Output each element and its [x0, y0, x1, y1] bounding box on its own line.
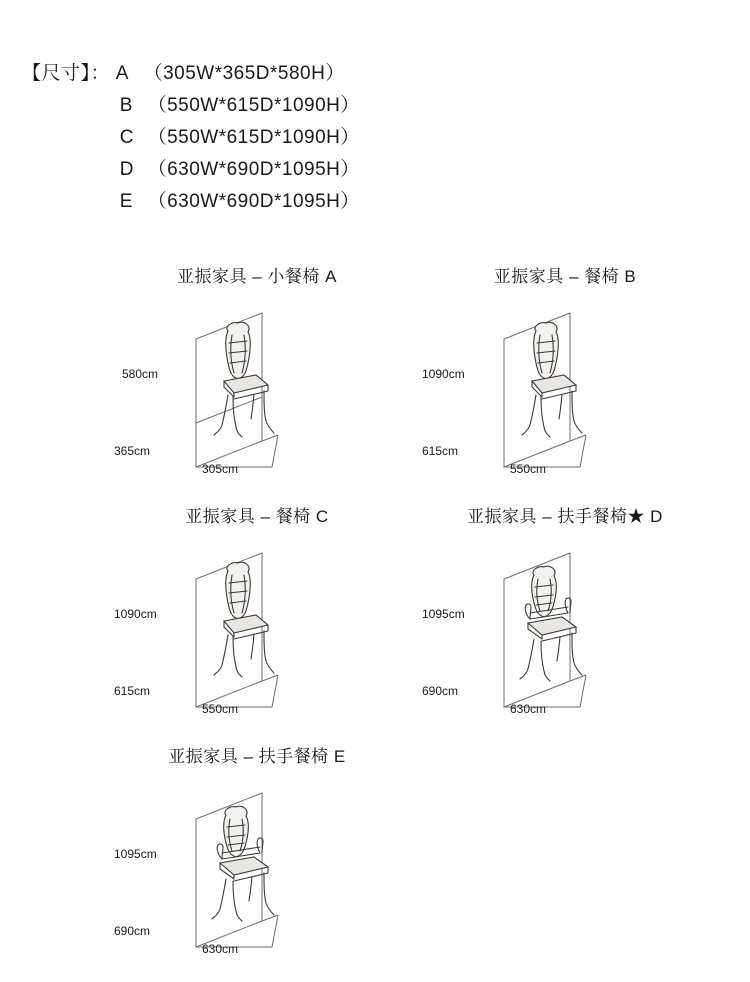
figure-title: 亚振家具 – 扶手餐椅 E: [168, 747, 346, 766]
dimensions-heading: 【尺寸】：: [22, 63, 111, 84]
dimension-key-a: A: [115, 63, 129, 84]
dimension-width-label: 305cm: [202, 462, 239, 476]
dimension-width-label: 550cm: [202, 702, 239, 716]
figure-title: 亚振家具 – 小餐椅 A: [177, 267, 337, 286]
dimension-depth-label: 690cm: [114, 924, 151, 938]
dimension-value-b: （550W*615D*1090H）: [147, 95, 360, 116]
chair-illustration: [214, 562, 274, 677]
chair-illustration: [212, 806, 274, 921]
figure-grid: [0, 262, 750, 982]
chair-illustration: [214, 322, 274, 437]
dimension-height-label: 1095cm: [114, 847, 157, 861]
dimension-key-e: E: [119, 191, 133, 212]
chair-illustration: [522, 322, 582, 437]
dimension-depth-label: 615cm: [114, 684, 151, 698]
dimensions-row: [22, 90, 360, 122]
dimension-value-a: （305W*365D*580H）: [143, 63, 345, 84]
dimension-depth-label: 690cm: [422, 684, 459, 698]
dimension-width-label: 630cm: [202, 942, 239, 956]
dimension-height-label: 1090cm: [422, 367, 465, 381]
dimensions-row: [22, 58, 360, 90]
dimension-depth-label: 615cm: [422, 444, 459, 458]
dimension-key-d: D: [119, 159, 135, 180]
figure-canvas: [400, 541, 730, 721]
dimension-value-c: （550W*615D*1090H）: [147, 127, 360, 148]
dimensions-row: [22, 122, 360, 154]
chair-illustration: [520, 566, 582, 681]
dimension-height-label: 1090cm: [114, 607, 157, 621]
figure-chair-d: [400, 502, 730, 732]
figure-title: 亚振家具 – 餐椅 B: [493, 267, 637, 286]
figure-chair-c: [92, 502, 422, 732]
dimension-height-label: 1095cm: [422, 607, 465, 621]
dimension-value-d: （630W*690D*1095H）: [147, 159, 360, 180]
dimensions-row: [22, 186, 360, 218]
dimension-key-b: B: [119, 95, 133, 116]
figure-row: [0, 502, 750, 742]
dimensions-row: [22, 154, 360, 186]
dimension-depth-label: 365cm: [114, 444, 151, 458]
dimensions-block: [22, 58, 360, 218]
figure-chair-b: [400, 262, 730, 492]
figure-row: [0, 742, 750, 982]
figure-chair-e: [92, 742, 422, 972]
figure-row: [0, 262, 750, 502]
dimension-value-e: （630W*690D*1095H）: [147, 191, 360, 212]
figure-title: 亚振家具 – 扶手餐椅★ D: [467, 507, 663, 526]
figure-canvas: [92, 301, 422, 481]
figure-canvas: [400, 301, 730, 481]
figure-chair-a: [92, 262, 422, 492]
figure-canvas: [92, 541, 422, 721]
figure-canvas: [92, 781, 422, 961]
dimension-width-label: 550cm: [510, 462, 547, 476]
figure-title: 亚振家具 – 餐椅 C: [185, 507, 329, 526]
dimension-height-label: 580cm: [122, 367, 159, 381]
dimension-width-label: 630cm: [510, 702, 547, 716]
dimension-key-c: C: [119, 127, 135, 148]
